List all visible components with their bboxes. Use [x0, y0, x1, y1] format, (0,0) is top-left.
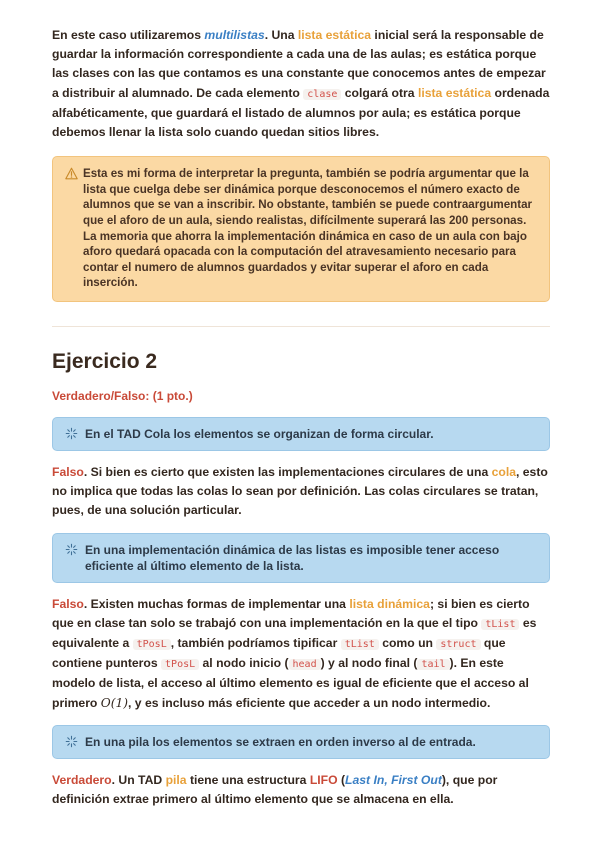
code-tposl: tPosL — [161, 659, 199, 670]
text: como un — [378, 635, 437, 650]
answer-paragraph-3 — [52, 771, 550, 809]
warning-note — [52, 156, 550, 302]
text: , esto no implica que todas las colas lo sean por definición. Las colas circulares se tratan, pues, de una solución particular. — [52, 464, 548, 518]
verdict-2: Falso — [52, 596, 84, 611]
code-tlist: tList — [481, 619, 519, 630]
question-callout-3 — [52, 725, 550, 759]
code-clase: clase — [303, 89, 341, 100]
math-big-o: O(1) — [100, 695, 129, 710]
term-lifo: LIFO — [309, 772, 338, 787]
code-tail: tail — [417, 659, 449, 670]
verdict-1: Falso — [52, 464, 84, 479]
term-multilistas: multilistas — [204, 28, 265, 42]
text: que contiene punteros — [52, 635, 506, 671]
term-cola: cola — [491, 464, 516, 479]
answer-paragraph-1 — [52, 463, 550, 521]
question-statement-2: En una implementación dinámica de las listas es imposible tener acceso eficiente al último elemento de la lista. — [85, 542, 500, 573]
document-content — [52, 26, 550, 809]
text: colgará otra — [341, 85, 418, 100]
text: ( — [337, 772, 346, 787]
text: . Una — [264, 28, 298, 42]
text: ; si bien es cierto que en clase tan solo se trabajó con una implementación en la que el tipo — [52, 596, 530, 630]
text: . Si bien es cierto que existen las implementaciones circulares de una — [83, 464, 492, 479]
text: al nodo inicio ( — [199, 656, 289, 671]
question-callout-1 — [52, 417, 550, 451]
intro-paragraph — [52, 26, 550, 142]
text: tiene una estructura — [186, 772, 310, 787]
term-lista-dinamica: lista dinámica — [349, 596, 430, 611]
answer-paragraph-2 — [52, 595, 550, 713]
text: En este caso utilizaremos — [52, 28, 205, 42]
sparkle-icon — [65, 543, 78, 556]
text: ), que por definición extrae primero al último elemento que se almacena en ella. — [52, 772, 498, 806]
warning-icon — [65, 167, 78, 180]
text: . Existen muchas formas de implementar una — [83, 596, 350, 611]
term-lista-estatica: lista estática — [417, 85, 492, 100]
text: , y es incluso más eficiente que acceder a un nodo intermedio. — [128, 695, 491, 710]
term-lista-estatica: lista estática — [297, 28, 372, 42]
text: ) y al nodo final ( — [320, 656, 418, 671]
note-text: Esta es mi forma de interpretar la pregunta, también se podría argumentar que la lista que cuelga debe ser dinámica porque desconocemos el número exacto de alumnos que se van a inscribir. No obstante, también se puede contraargumentar que el aforo de un aula, siendo realistas, difícilmente superará las 200 personas. La memoria que ahorra la implementación dinámica en caso de un aula con bajo aforo quedará opacada con la computación del atravesamiento necesario para contar el numero de alumnos guardados y evitar superar el aforo en cada inserción. — [83, 167, 533, 290]
question-statement-1: En el TAD Cola los elementos se organizan de forma circular. — [85, 426, 434, 441]
question-statement-3: En una pila los elementos se extraen en orden inverso al de entrada. — [85, 734, 476, 749]
text: inicial será la responsable de guardar la información correspondiente a cada una de las aulas; es estática porque las clases con las que contamos es una constante que conocemos antes de empezar a distribuir al alumnado. De cada elemento — [52, 28, 546, 100]
text: , también podríamos tipificar — [170, 635, 341, 650]
section-divider — [52, 326, 550, 327]
sparkle-icon — [65, 427, 78, 440]
question-callout-2 — [52, 533, 550, 583]
verdict-3: Verdadero — [52, 772, 112, 787]
text: ). En este modelo de lista, el acceso al último elemento es igual de eficiente que el acceso al primero — [52, 656, 529, 710]
text: . Un TAD — [111, 772, 166, 787]
code-head: head — [289, 659, 321, 670]
code-tlist: tList — [341, 639, 379, 650]
text: ordenada alfabéticamente, que guardará el listado de alumnos por aula; es estática porque debemos llenar la lista solo cuando quedan sitios libres. — [52, 85, 550, 140]
text: es equivalente a — [52, 615, 537, 650]
code-tposl: tPosL — [133, 639, 171, 650]
sparkle-icon — [65, 735, 78, 748]
term-pila: pila — [165, 772, 187, 787]
section-title: Ejercicio 2 — [52, 349, 158, 373]
code-struct: struct — [436, 639, 480, 650]
term-last-in-first-out: Last In, First Out — [345, 772, 442, 787]
section-subtitle: Verdadero/Falso: (1 pto.) — [52, 388, 193, 403]
